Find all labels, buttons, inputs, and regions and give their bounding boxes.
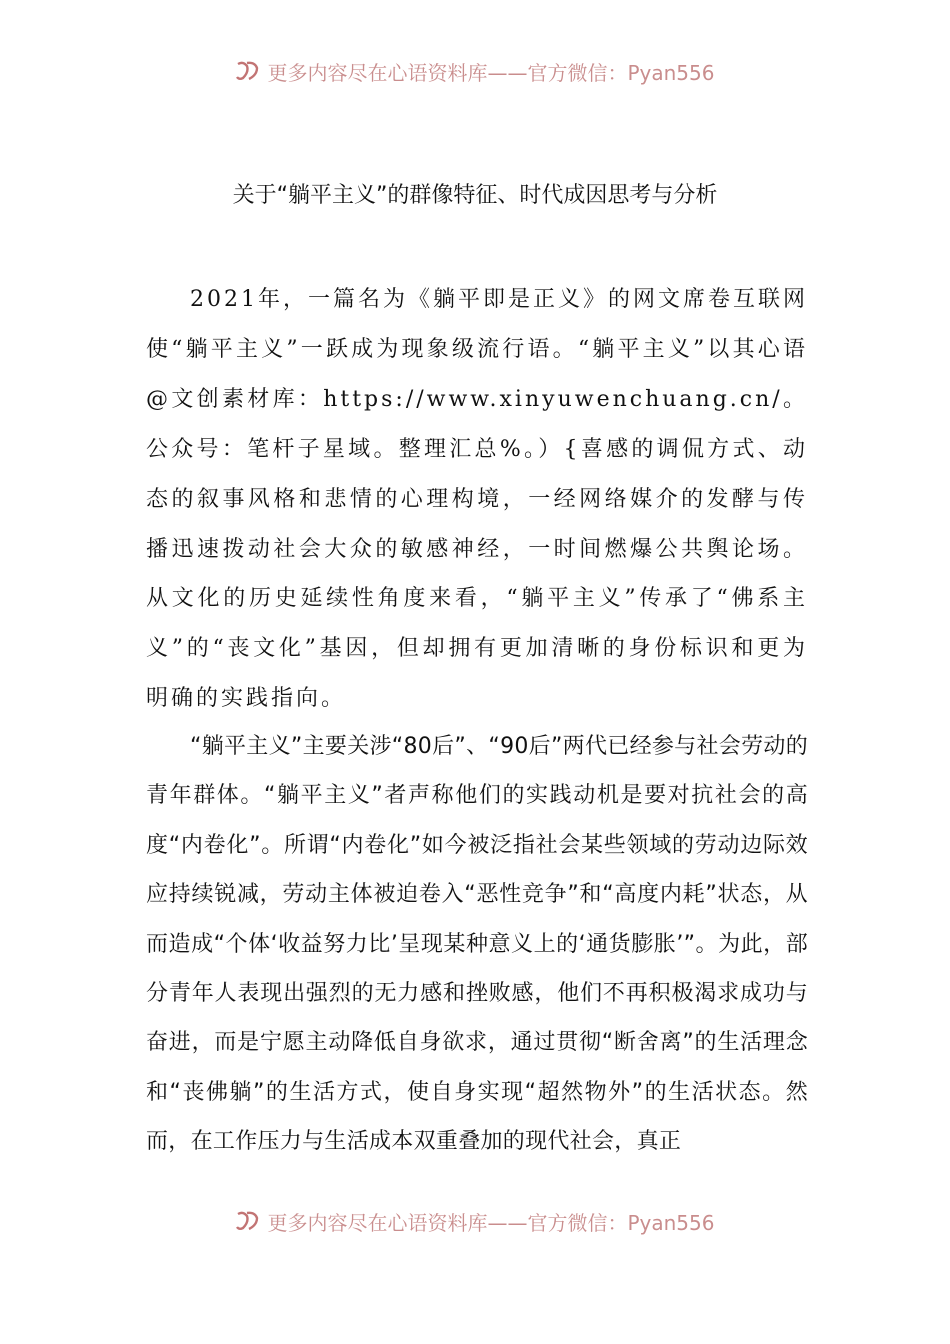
watermark-text: 更多内容尽在心语资料库——官方微信：Pyan556 bbox=[267, 60, 715, 85]
footer-watermark bbox=[0, 1206, 950, 1236]
header-watermark bbox=[0, 56, 950, 86]
watermark-text: 更多内容尽在心语资料库——官方微信：Pyan556 bbox=[267, 1210, 715, 1235]
document-title: 关于“躺平主义”的群像特征、时代成因思考与分析 bbox=[232, 183, 718, 208]
body-paragraph: 2021年，一篇名为《躺平即是正义》的网文席卷互联网使“躺平主义”一跃成为现象级流行语。“躺平主义”以其心语@文创素材库：https://www.xinyuwenchuang.cn/。公众号：笔杆子星域。整理汇总%。）{喜感的调侃方式、动态的叙事风格和悲情的心理构境，一经网络媒介的发酵与传播迅速拨动社会大众的敏感神经，一时间燃爆公共舆论场。从文化的历史延续性角度来看，“躺平主义”传承了“佛系主义”的“丧文化”基因，但却拥有更加清晰的身份标识和更为明确的实践指向。 bbox=[146, 287, 808, 712]
body-paragraph: “躺平主义”主要关涉“80后”、“90后”两代已经参与社会劳动的青年群体。“躺平主义”者声称他们的实践动机是要对抗社会的高度“内卷化”。所谓“内卷化”如今被泛指社会某些领域的劳动边际效应持续锐减，劳动主体被迫卷入“恶性竞争”和“高度内耗”状态，从而造成“个体‘收益努力比’呈现某种意义上的‘通货膨胀’”。为此，部分青年人表现出强烈的无力感和挫败感，他们不再积极渴求成功与奋进，而是宁愿主动降低自身欲求，通过贯彻“断舍离”的生活理念和“丧佛躺”的生活方式，使自身实现“超然物外”的生活状态。然而，在工作压力与生活成本双重叠加的现代社会，真正 bbox=[146, 734, 808, 1155]
watermark-logo-icon bbox=[235, 1210, 261, 1232]
watermark-logo-icon bbox=[235, 60, 261, 82]
